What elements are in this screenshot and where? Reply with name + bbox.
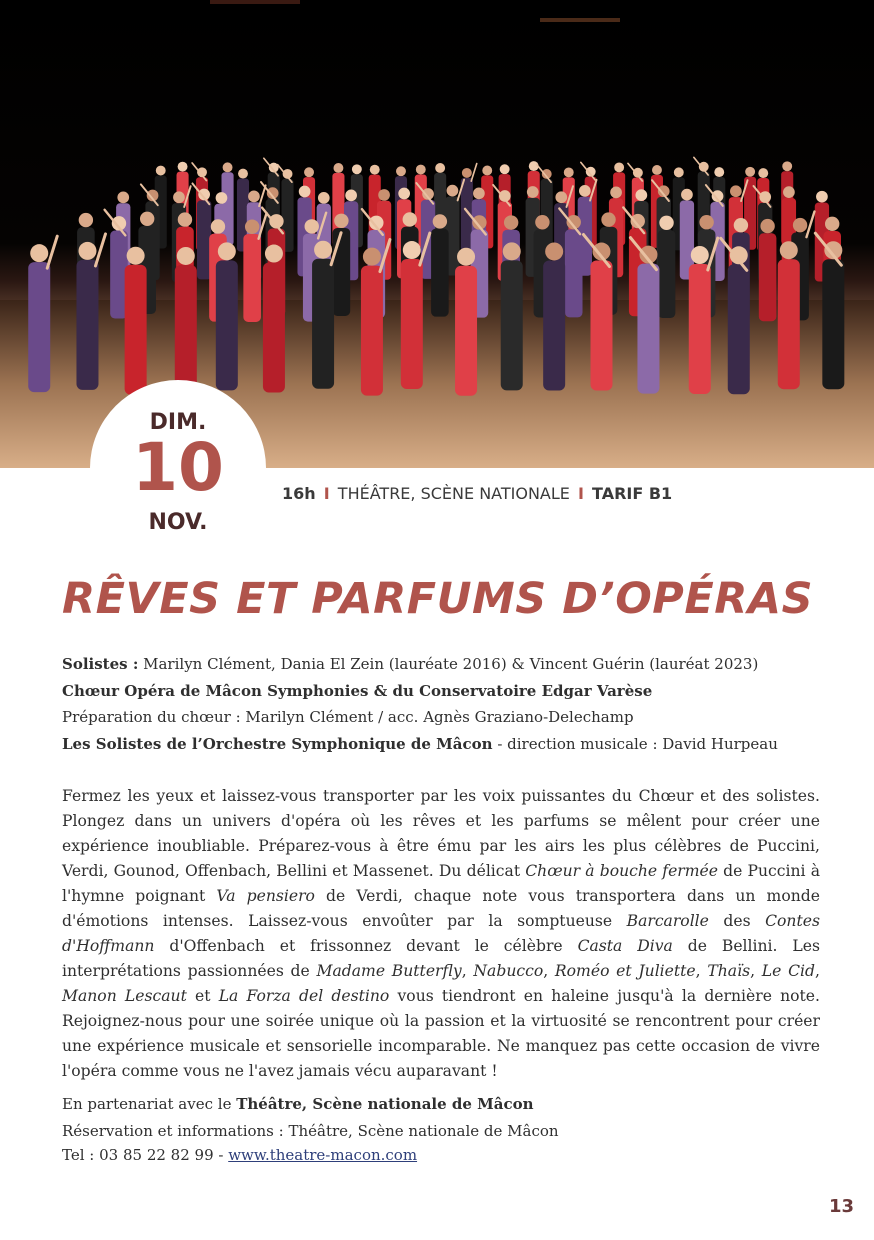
page-number: 13 (828, 1196, 854, 1217)
stage-light (210, 0, 300, 4)
singer-figure (401, 259, 423, 389)
singer-head (216, 192, 228, 204)
singer-head (173, 191, 185, 203)
singer-figure (125, 265, 147, 395)
singer-head (545, 242, 563, 260)
work-title: Le Cid (761, 962, 815, 980)
raised-arm (806, 212, 814, 238)
singer-head (318, 192, 330, 204)
singer-figure (333, 228, 351, 316)
singer-head (140, 212, 154, 226)
text-run: de Puccini à l'hymne poignant (62, 862, 820, 905)
singer-head (79, 213, 93, 227)
singer-head (178, 212, 192, 226)
singer-head (416, 165, 426, 175)
singer-figure (28, 262, 50, 392)
singer-head (223, 162, 233, 172)
work-title: Manon Lescaut (62, 987, 187, 1005)
singer-head (363, 248, 381, 266)
phone: Tel : 03 85 22 82 99 - (62, 1146, 229, 1164)
work-title: Va pensiero (216, 887, 315, 905)
singer-head (156, 166, 166, 176)
singer-head (304, 167, 314, 177)
singer-head (403, 241, 421, 259)
singer-head (333, 163, 343, 173)
text-run: Fermez les yeux et laissez-vous transporter par les voix puissantes du Chœur et des solistes. Plongez dans un univers d'opéra où les rêves et les parfums se mêlent pour créer une expérience inoubliable. Préparez-vous à être ému par les airs les plus célèbres de Puccini, Verdi, Gounod, Offenbach, Bellini et Massenet. Du délicat (62, 787, 820, 880)
singer-figure (175, 265, 197, 395)
singer-figure (822, 259, 844, 389)
singer-figure (689, 264, 711, 394)
work-title: Nabucco (473, 962, 544, 980)
raised-arm (259, 185, 266, 206)
preparation-line: Préparation du chœur : Marilyn Clément / acc. Agnès Graziano-Delechamp (62, 708, 634, 726)
singer-head (635, 189, 647, 201)
text-run: , (695, 962, 708, 980)
singer-figure (361, 266, 383, 396)
singer-head (564, 167, 574, 177)
soloists-names: Marilyn Clément, Dania El Zein (lauréate 2016) & Vincent Guérin (lauréat 2023) (138, 655, 759, 673)
raised-arm (47, 236, 57, 268)
singer-head (555, 191, 567, 203)
singer-head (482, 166, 492, 176)
work-title: Thaïs (707, 962, 751, 980)
partner-line (62, 1092, 822, 1116)
separator: I (577, 484, 584, 503)
text-run: , (815, 962, 820, 980)
singer-head (352, 164, 362, 174)
text-run: , (461, 962, 474, 980)
stage-light (540, 18, 620, 22)
singer-head (345, 190, 357, 202)
singer-head (435, 163, 445, 173)
text-run: de Verdi, chaque note vous transportera dans un monde d'émotions intenses. Laissez-vous envoûter par la somptueuse (62, 887, 820, 930)
soloists-label: Solistes : (62, 655, 139, 673)
partner-info (62, 1092, 822, 1167)
date-badge (90, 380, 266, 556)
singer-head (699, 215, 713, 229)
singer-head (30, 244, 48, 262)
singer-head (652, 165, 662, 175)
singer-head (398, 188, 410, 200)
event-info (282, 484, 672, 503)
singer-head (730, 185, 742, 197)
singer-head (238, 169, 248, 179)
singer-figure (76, 260, 98, 390)
date-number: 10 (132, 429, 224, 506)
singer-figure (263, 263, 285, 393)
singer-head (758, 168, 768, 178)
singer-figure (455, 266, 477, 396)
singer-figure (658, 230, 676, 318)
singer-head (396, 166, 406, 176)
singer-head (299, 186, 311, 198)
partner-intro: En partenariat avec le (62, 1095, 237, 1113)
event-time: 16h (282, 484, 316, 503)
singer-head (447, 185, 459, 197)
singer-figure (759, 233, 777, 321)
singer-head (178, 162, 188, 172)
singer-head (659, 216, 673, 230)
event-tarif: TARIF B1 (592, 484, 673, 503)
singer-head (816, 191, 828, 203)
description (62, 784, 820, 1084)
singer-head (403, 212, 417, 226)
singer-head (825, 217, 839, 231)
singer-head (535, 215, 549, 229)
singer-figure (312, 259, 334, 389)
raised-arm (95, 234, 105, 266)
choir-line (62, 678, 822, 705)
singer-head (370, 165, 380, 175)
soloists-line (62, 651, 822, 678)
singer-head (245, 220, 259, 234)
singer-head (504, 215, 518, 229)
choir-name: Chœur Opéra de Mâcon Symphonies & du Conservatoire Edgar Varèse (62, 681, 653, 700)
credits (62, 651, 822, 757)
event-venue: THÉÂTRE, SCÈNE NATIONALE (337, 484, 570, 503)
singer-head (248, 191, 260, 203)
singer-head (714, 167, 724, 177)
reservation-line: Réservation et informations : Théâtre, Scène nationale de Mâcon (62, 1122, 559, 1140)
singer-figure (728, 264, 750, 394)
singer-head (614, 162, 624, 172)
date-day: DIM. (149, 410, 207, 435)
singer-figure (637, 264, 659, 394)
orchestra-name: Les Solistes de l’Orchestre Symphonique de Mâcon (62, 734, 493, 753)
singer-head (78, 242, 96, 260)
separator: I (323, 484, 330, 503)
singer-head (745, 167, 755, 177)
raised-arm (471, 164, 477, 182)
event-title: RÊVES ET PARFUMS D’OPÉRAS (62, 574, 814, 624)
singer-head (378, 189, 390, 201)
date-month: NOV. (148, 510, 208, 535)
work-title: Casta Diva (577, 937, 673, 955)
work-title: Roméo et Juliette (554, 962, 696, 980)
contact-line (62, 1143, 822, 1167)
work-title: La Forza del destino (218, 987, 390, 1005)
singer-head (218, 242, 236, 260)
singer-figure (501, 260, 523, 390)
singer-head (462, 168, 472, 178)
singer-head (177, 247, 195, 265)
singer-head (127, 247, 145, 265)
singer-head (314, 241, 332, 259)
partner-name: Théâtre, Scène nationale de Mâcon (236, 1095, 534, 1113)
singer-head (783, 186, 795, 198)
singer-head (265, 245, 283, 263)
singer-head (527, 186, 539, 198)
singer-figure (565, 229, 583, 317)
singer-head (334, 214, 348, 228)
singer-figure (590, 261, 612, 391)
singer-head (500, 164, 510, 174)
work-title: Madame Butterfly (316, 962, 462, 980)
work-title: Barcarolle (626, 912, 709, 930)
singer-figure (216, 260, 238, 390)
singer-head (305, 219, 319, 233)
work-title: Contes d'Hoffmann (62, 912, 820, 955)
direction: - direction musicale : David Hurpeau (492, 734, 778, 753)
orchestra-line (62, 731, 822, 758)
singer-head (780, 241, 798, 259)
text-run: des (708, 912, 766, 930)
singer-head (681, 189, 693, 201)
singer-head (674, 167, 684, 177)
singer-head (503, 242, 521, 260)
singer-head (433, 214, 447, 228)
singer-figure (243, 234, 261, 322)
singer-head (760, 219, 774, 233)
singer-figure (778, 259, 800, 389)
website-link[interactable]: www.theatre-macon.com (228, 1146, 418, 1164)
singer-figure (431, 229, 449, 317)
text-run: vous tiendront en haleine jusqu'à la dernière note. Rejoignez-nous pour une soirée unique où la passion et la virtuosité se rencontrent pour créer une expérience musicale et sensorielle incomparable. Ne manquez pas cette occasion de vivre l'opéra comme vous ne l'avez jamais vécu auparavant ! (62, 987, 820, 1080)
singer-head (610, 187, 622, 199)
text-run: d'Offenbach et frissonnez devant le célèbre (154, 937, 578, 955)
singer-head (793, 218, 807, 232)
text-run: , (750, 962, 762, 980)
singer-head (691, 246, 709, 264)
singer-head (579, 185, 591, 197)
singer-head (473, 188, 485, 200)
text-run: , (543, 962, 555, 980)
singer-figure (197, 200, 211, 279)
singer-figure (543, 260, 565, 390)
singer-head (211, 219, 225, 233)
text-run: de Bellini. Les interprétations passionnées de (62, 937, 820, 980)
singer-head (734, 218, 748, 232)
singer-head (457, 248, 475, 266)
singer-head (601, 212, 615, 226)
singer-head (782, 161, 792, 171)
work-title: Chœur à bouche fermée (525, 862, 719, 880)
text-run: et (186, 987, 219, 1005)
singer-head (117, 192, 129, 204)
